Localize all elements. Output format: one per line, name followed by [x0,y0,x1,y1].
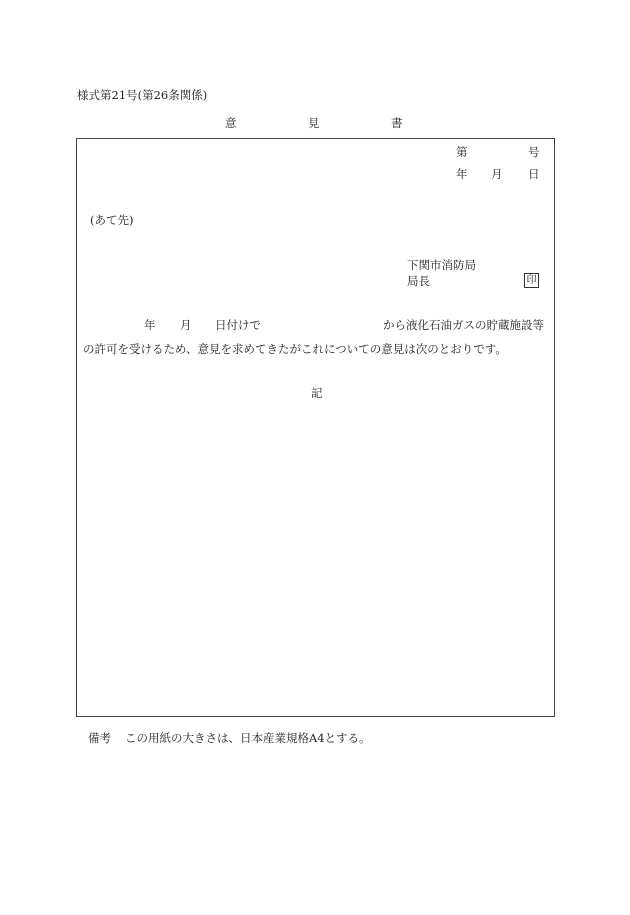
note-text: この用紙の大きさは、日本産業規格A4とする。 [125,731,371,745]
doc-number-suffix: 号 [528,145,540,159]
title-char-3: 書 [391,116,403,130]
issuer-position: 局長 [407,274,430,288]
form-box [76,138,555,717]
addressee: (あて先) [90,213,134,227]
seal-stamp: 印 [524,273,539,288]
date-year: 年 [456,167,468,181]
body-line2: の許可を受けるため、意見を求めてきたがこれについての意見は次のとおりです。 [83,342,507,356]
body-month: 月 [180,318,192,332]
title-char-1: 意 [225,116,237,130]
date-day: 日 [528,167,540,181]
title-char-2: 見 [308,116,320,130]
body-day-ref: 日付けで [215,318,261,332]
issuer-org: 下関市消防局 [407,258,476,272]
doc-number-prefix: 第 [456,145,468,159]
date-month: 月 [491,167,503,181]
body-year: 年 [144,318,156,332]
ki-label: 記 [311,386,323,400]
form-number: 様式第21号(第26条関係) [77,88,208,102]
body-line1-tail: から液化石油ガスの貯蔵施設等 [383,318,544,332]
note-label: 備考 [88,731,111,745]
